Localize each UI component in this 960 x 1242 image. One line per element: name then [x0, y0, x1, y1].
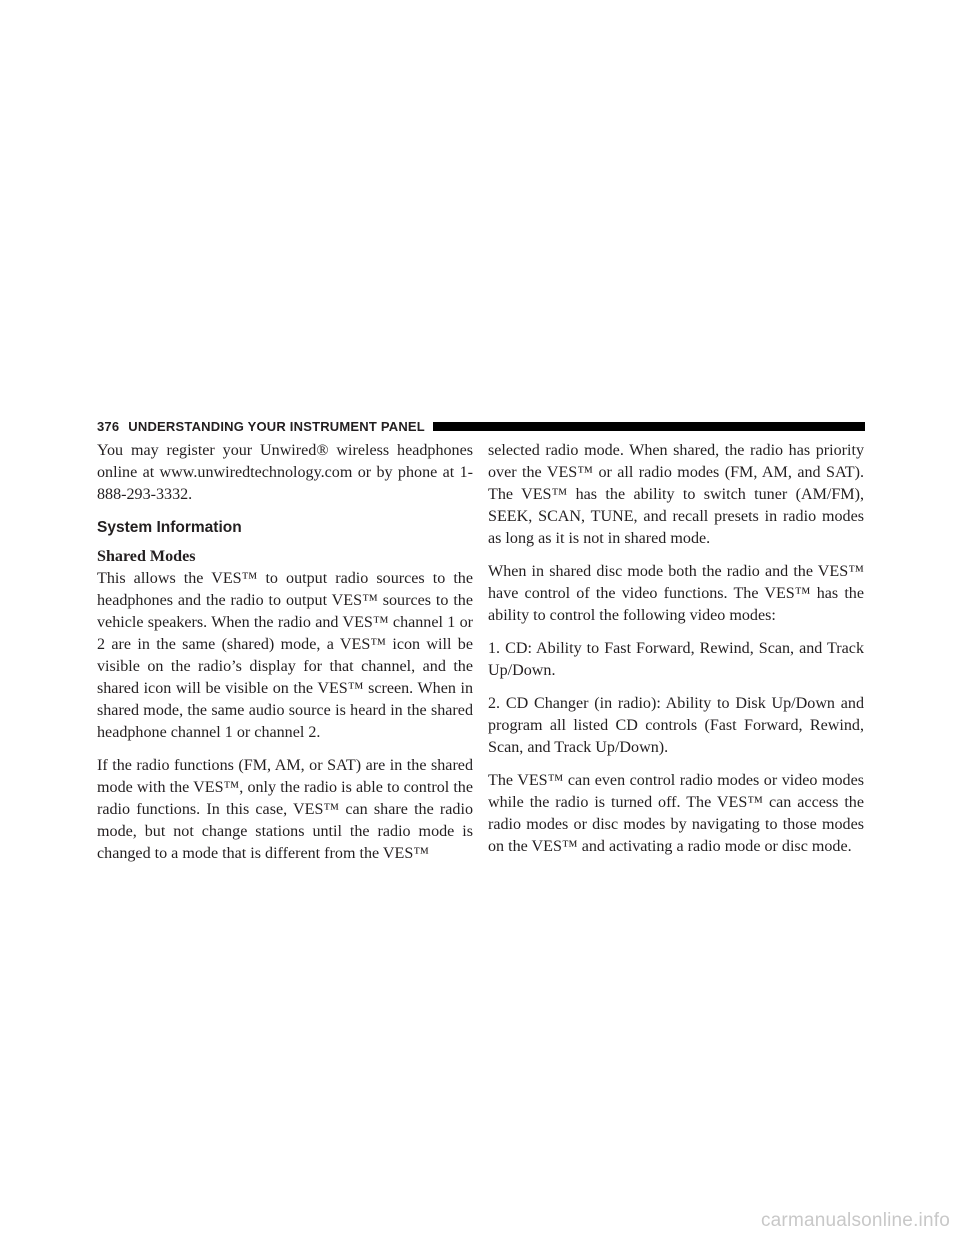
- list-item-cd: 1. CD: Ability to Fast Forward, Rewind, Scan, and Track Up/Down.: [488, 640, 864, 679]
- right-column: [488, 440, 864, 858]
- subheading-shared-modes: Shared Modes: [97, 548, 196, 565]
- intro-paragraph: You may register your Unwired® wireless headphones online at www.unwiredtechnology.com or by phone at 1-888-293-3332.: [97, 442, 473, 503]
- continued-paragraph: selected radio mode. When shared, the radio has priority over the VES™ or all radio modes (FM, AM, and SAT). The VES™ has the ability to switch tuner (AM/FM), SEEK, SCAN, TUNE, and recall presets in radio modes as long as it is not in shared mode.: [488, 442, 864, 547]
- watermark: carmanualsonline.info: [760, 1210, 950, 1231]
- final-paragraph: The VES™ can even control radio modes or video modes while the radio is turned off. The VES™ can access the radio modes or disc modes by navigating to those modes on the VES™ and activating a radio mode or disc mode.: [488, 772, 864, 855]
- shared-modes-paragraph: This allows the VES™ to output radio sources to the headphones and the radio to output VES™ sources to the vehicle speakers. When the radio and VES™ channel 1 or 2 are in the same (shared) mode, a VES™ icon will be visible on the radio’s display for that channel, and the shared icon will be visible on the VES™ screen. When in shared mode, the same audio source is heard in the shared headphone channel 1 or channel 2.: [97, 570, 473, 741]
- shared-disc-paragraph: When in shared disc mode both the radio and the VES™ have control of the video functions. The VES™ has the ability to control the following video modes:: [488, 563, 864, 624]
- running-title: UNDERSTANDING YOUR INSTRUMENT PANEL: [128, 418, 425, 434]
- list-item-cd-changer: 2. CD Changer (in radio): Ability to Disk Up/Down and program all listed CD controls (Fast Forward, Rewind, Scan, and Track Up/Down).: [488, 695, 864, 756]
- section-heading: System Information: [97, 519, 242, 536]
- left-column: [97, 440, 473, 865]
- header-rule: [433, 422, 865, 431]
- page-header: [97, 417, 865, 435]
- page-number: 376: [97, 418, 120, 434]
- radio-functions-paragraph: If the radio functions (FM, AM, or SAT) are in the shared mode with the VES™, only the radio is able to control the radio functions. In this case, VES™ can share the radio mode, but not change stations until the radio mode is changed to a mode that is different from the VES™: [97, 757, 473, 862]
